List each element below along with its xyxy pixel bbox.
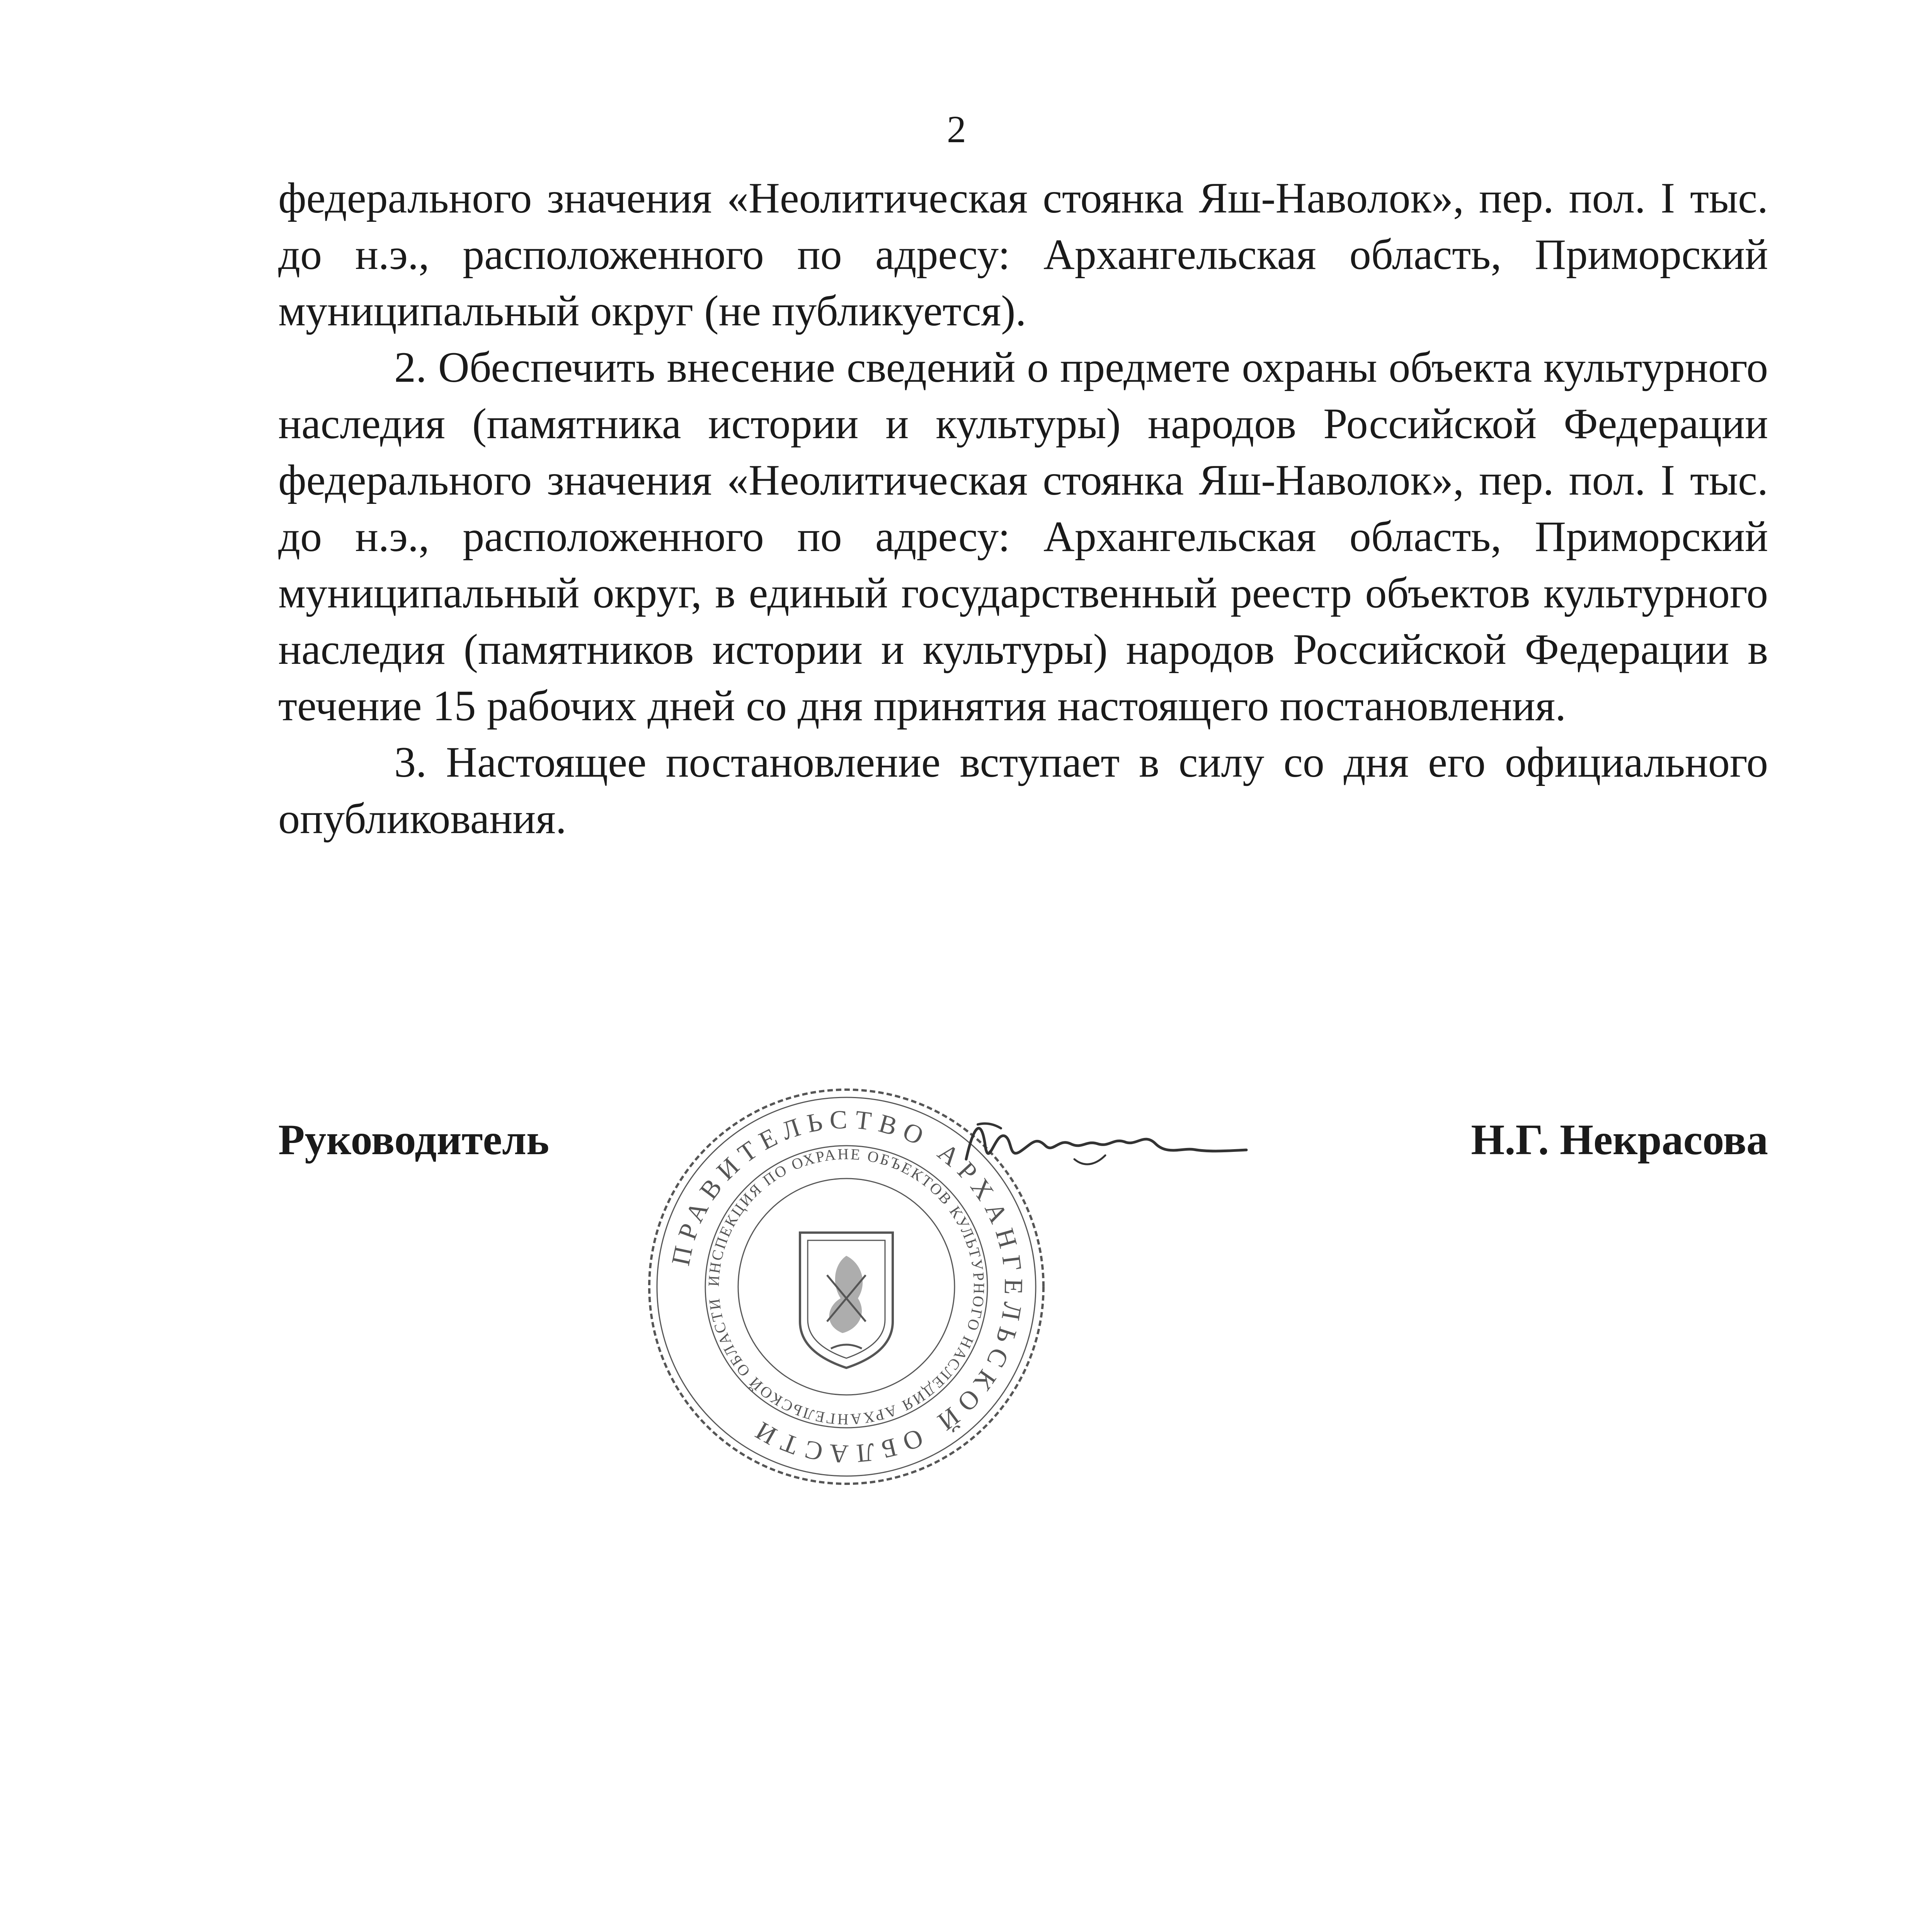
- page-number: 2: [947, 108, 966, 151]
- signatory-name: Н.Г. Некрасова: [1471, 1116, 1768, 1164]
- handwritten-signature: [958, 1101, 1252, 1179]
- stamp-outer-text: ПРАВИТЕЛЬСТВО АРХАНГЕЛЬСКОЙ ОБЛАСТИ: [665, 1104, 1029, 1469]
- document-body: [278, 170, 1768, 847]
- paragraph-continuation: федерального значения «Неолитическая стоянка Яш-Наволок», пер. пол. I тыс. до н.э., расположенного по адресу: Архангельская область, Приморский муниципальный округ (не публикуется).: [278, 174, 1768, 335]
- paragraph-item-3: 3. Настоящее постановление вступает в силу со дня его официального опубликования.: [278, 738, 1768, 843]
- paragraph-item-2: 2. Обеспечить внесение сведений о предмете охраны объекта культурного наследия (памятника истории и культуры) народов Российской Федерации федерального значения «Неолитическая стоянка Яш-Наволок», пер. пол. I тыс. до н.э., расположенного по адресу: Архангельская область, Приморский муниципальный округ, в единый государственный реестр объектов культурного наследия (памятников истории и культуры) народов Российской Федерации в течение 15 рабочих дней со дня принятия настоящего постановления.: [278, 344, 1768, 730]
- coat-of-arms-emblem: [800, 1233, 893, 1368]
- signatory-title: Руководитель: [278, 1116, 550, 1164]
- stamp-inner-text: ИНСПЕКЦИЯ ПО ОХРАНЕ ОБЪЕКТОВ КУЛЬТУРНОГО НАСЛЕДИЯ АРХАНГЕЛЬСКОЙ ОБЛАСТИ: [705, 1145, 988, 1429]
